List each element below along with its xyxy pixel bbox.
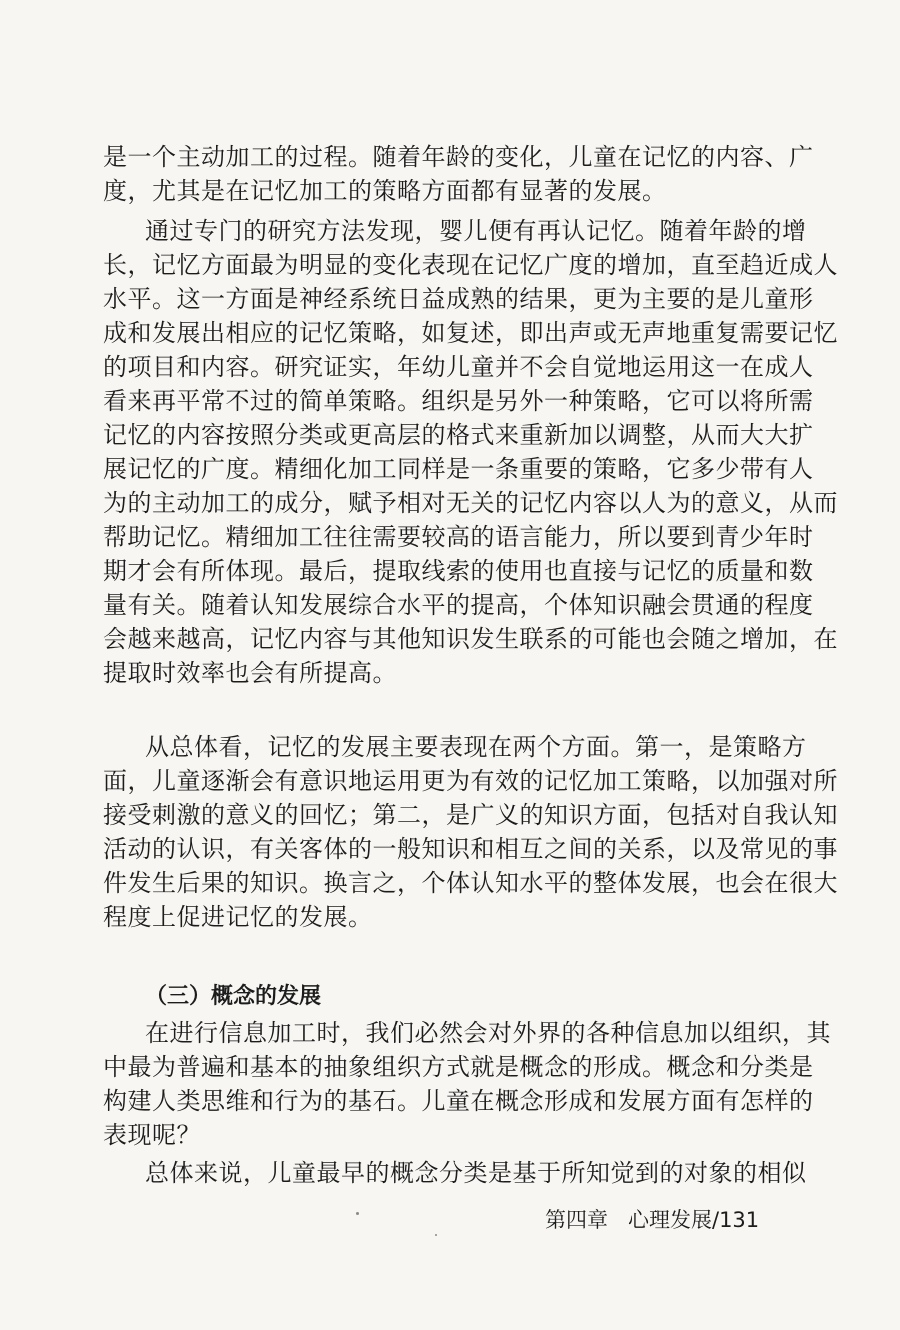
page-number: /131 [712, 1208, 760, 1232]
text-line: 在进行信息加工时，我们必然会对外界的各种信息加以组织，其 [145, 1019, 831, 1047]
text-line: 会越来越高，记忆内容与其他知识发生联系的可能也会随之增加，在 [103, 625, 838, 653]
scan-speck [356, 1212, 359, 1215]
text-line: 程度上促进记忆的发展。 [103, 903, 373, 931]
text-line: 中最为普遍和基本的抽象组织方式就是概念的形成。概念和分类是 [103, 1053, 814, 1081]
scan-speck [435, 1234, 437, 1236]
text-line: 展记忆的广度。精细化加工同样是一条重要的策略，它多少带有人 [103, 455, 814, 483]
text-line: 是一个主动加工的过程。随着年龄的变化，儿童在记忆的内容、广 [103, 143, 814, 171]
text-line: 度，尤其是在记忆加工的策略方面都有显著的发展。 [103, 177, 667, 205]
text-line: 量有关。随着认知发展综合水平的提高，个体知识融会贯通的程度 [103, 591, 814, 619]
text-line: 面，儿童逐渐会有意识地运用更为有效的记忆加工策略，以加强对所 [103, 767, 838, 795]
page-footer [545, 1205, 759, 1235]
text-line: 期才会有所体现。最后，提取线索的使用也直接与记忆的质量和数 [103, 557, 814, 585]
text-line: 为的主动加工的成分，赋予相对无关的记忆内容以人为的意义，从而 [103, 489, 838, 517]
text-line: 总体来说，儿童最早的概念分类是基于所知觉到的对象的相似 [145, 1159, 807, 1187]
text-line: 成和发展出相应的记忆策略，如复述，即出声或无声地重复需要记忆 [103, 319, 838, 347]
text-line: 件发生后果的知识。换言之，个体认知水平的整体发展，也会在很大 [103, 869, 838, 897]
text-line: 帮助记忆。精细加工往往需要较高的语言能力，所以要到青少年时 [103, 523, 814, 551]
text-line: 记忆的内容按照分类或更高层的格式来重新加以调整，从而大大扩 [103, 421, 814, 449]
text-line: 水平。这一方面是神经系统日益成熟的结果，更为主要的是儿童形 [103, 285, 814, 313]
text-line: 表现呢？ [103, 1121, 201, 1149]
text-line: 的项目和内容。研究证实，年幼儿童并不会自觉地运用这一在成人 [103, 353, 814, 381]
text-line: 构建人类思维和行为的基石。儿童在概念形成和发展方面有怎样的 [103, 1087, 814, 1115]
text-line: 从总体看，记忆的发展主要表现在两个方面。第一，是策略方 [145, 733, 807, 761]
text-line: 长，记忆方面最为明显的变化表现在记忆广度的增加，直至趋近成人 [103, 251, 838, 279]
footer-chapter: 第四章 [545, 1208, 608, 1232]
footer-chapter-title: 心理发展 [628, 1208, 712, 1232]
text-line: 接受刺激的意义的回忆；第二，是广义的知识方面，包括对自我认知 [103, 801, 838, 829]
text-line: 看来再平常不过的简单策略。组织是另外一种策略，它可以将所需 [103, 387, 814, 415]
section-heading: （三）概念的发展 [145, 984, 322, 1009]
text-line: 提取时效率也会有所提高。 [103, 659, 397, 687]
text-line: 活动的认识，有关客体的一般知识和相互之间的关系，以及常见的事 [103, 835, 838, 863]
text-line: 通过专门的研究方法发现，婴儿便有再认记忆。随着年龄的增 [145, 217, 807, 245]
